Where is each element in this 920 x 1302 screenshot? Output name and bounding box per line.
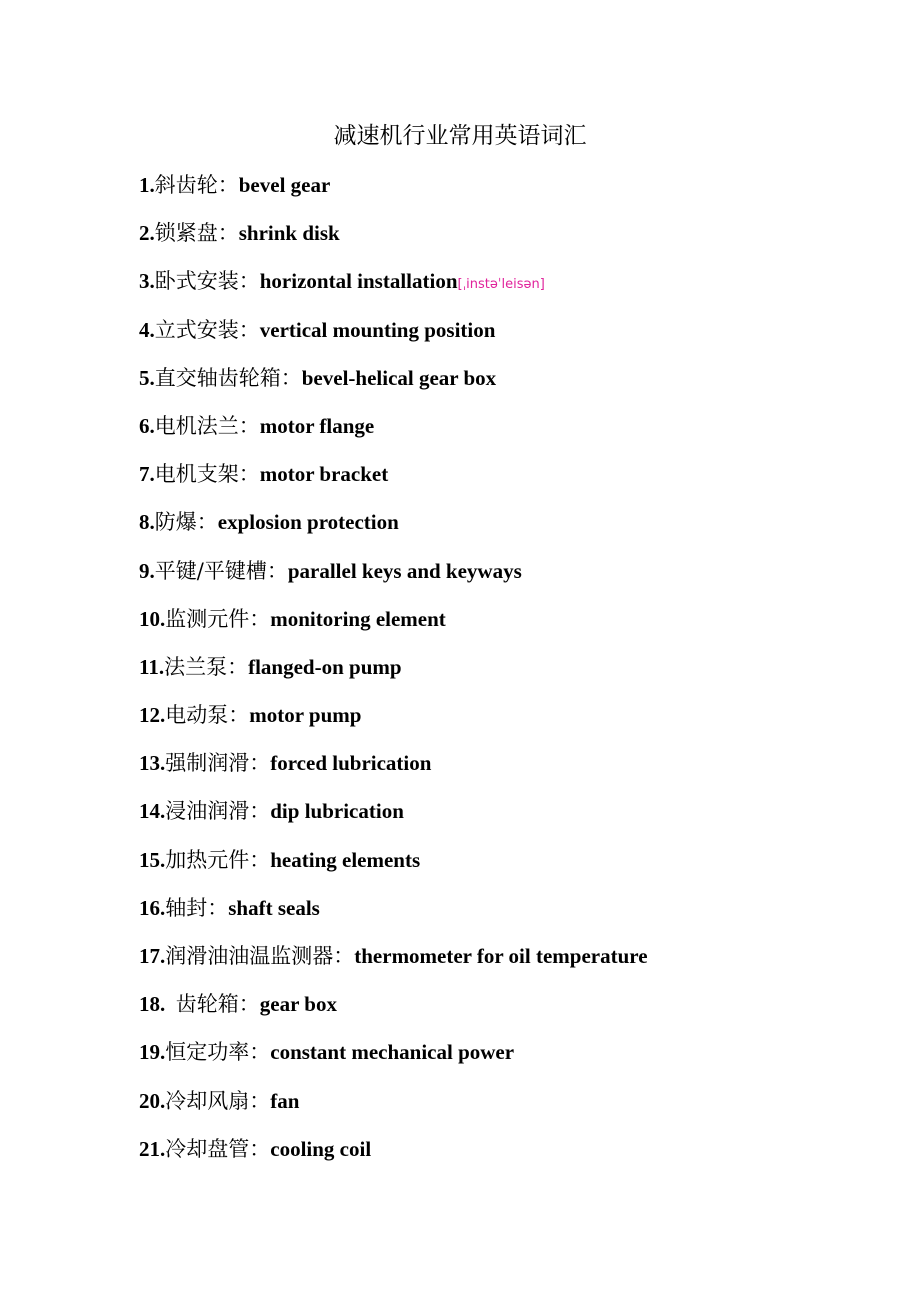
entry-separator: ： xyxy=(227,654,249,679)
entry-english-term: bevel-helical gear box xyxy=(301,365,497,390)
entry-number: 6. xyxy=(139,413,155,438)
entry-english-term: flanged-on pump xyxy=(248,654,402,679)
entry-number: 21. xyxy=(139,1136,166,1161)
entry-number: 13. xyxy=(139,751,166,776)
list-item xyxy=(139,359,899,407)
list-item xyxy=(139,696,899,744)
entry-chinese-term: 电动泵 xyxy=(165,703,229,728)
list-item xyxy=(139,1082,899,1130)
list-item xyxy=(139,889,899,937)
list-item xyxy=(139,792,899,840)
list-item xyxy=(139,841,899,889)
entry-separator: ： xyxy=(217,173,239,197)
entry-separator: ： xyxy=(249,1088,271,1113)
list-item xyxy=(139,552,899,600)
phonetic-transcription: [ˌinstəˈleisən] xyxy=(457,277,545,293)
entry-english-term: motor bracket xyxy=(259,462,389,487)
entry-english-term: explosion protection xyxy=(217,510,399,535)
entry-separator: ： xyxy=(249,606,271,631)
entry-chinese-term: 卧式安装 xyxy=(154,269,239,294)
list-item xyxy=(139,262,899,310)
entry-chinese-term: 电机支架 xyxy=(154,462,239,487)
list-item xyxy=(139,311,899,359)
entry-separator: ： xyxy=(249,1040,271,1065)
entry-chinese-term: 加热元件 xyxy=(165,847,250,872)
entry-chinese-term: 直交轴齿轮箱 xyxy=(154,365,281,390)
entry-number: 1. xyxy=(139,173,155,197)
list-item xyxy=(139,937,899,985)
entry-chinese-term: 恒定功率 xyxy=(165,1040,250,1065)
entry-english-term: heating elements xyxy=(270,847,421,872)
entry-number: 15. xyxy=(139,847,166,872)
entry-separator: ： xyxy=(228,703,250,728)
entry-number: 19. xyxy=(139,1040,166,1065)
entry-chinese-term: 斜齿轮 xyxy=(154,173,218,197)
entry-chinese-term: 轴封 xyxy=(165,895,208,920)
entry-english-term: shaft seals xyxy=(228,895,320,920)
entry-english-term: bevel gear xyxy=(238,173,331,197)
entry-chinese-term: 防爆 xyxy=(154,510,197,535)
entry-number: 18. xyxy=(139,992,176,1017)
list-item xyxy=(139,166,899,214)
document-title: 减速机行业常用英语词汇 xyxy=(333,123,587,149)
entry-number: 7. xyxy=(139,462,155,487)
entry-number: 3. xyxy=(139,269,155,294)
entry-number: 16. xyxy=(139,895,166,920)
entry-chinese-term: 电机法兰 xyxy=(154,413,239,438)
entry-chinese-term: 润滑油油温监测器 xyxy=(165,944,334,968)
entry-separator: ： xyxy=(207,895,229,920)
entry-separator: ： xyxy=(238,413,260,438)
entry-separator: ： xyxy=(217,221,239,246)
entry-separator: ： xyxy=(249,1136,271,1161)
entry-number: 4. xyxy=(139,317,155,342)
entry-separator: ： xyxy=(238,269,260,294)
entry-separator: ： xyxy=(238,317,260,342)
list-item xyxy=(139,407,899,455)
entry-number: 2. xyxy=(139,221,155,246)
entry-chinese-term: 立式安装 xyxy=(154,317,239,342)
entry-number: 8. xyxy=(139,510,155,535)
list-item xyxy=(139,985,899,1033)
entry-english-term: horizontal installation xyxy=(259,269,458,294)
entry-separator: ： xyxy=(238,992,260,1017)
entry-separator: ： xyxy=(196,510,218,535)
entry-english-term: cooling coil xyxy=(270,1136,372,1161)
list-item xyxy=(139,744,899,792)
entry-chinese-term: 平键/平键槽 xyxy=(154,558,267,583)
list-item xyxy=(139,1033,899,1081)
list-item xyxy=(139,648,899,696)
entry-separator: ： xyxy=(280,365,302,390)
entry-english-term: thermometer for oil temperature xyxy=(354,944,648,968)
entry-number: 17. xyxy=(139,944,166,968)
entry-number: 20. xyxy=(139,1088,166,1113)
entry-english-term: monitoring element xyxy=(270,606,446,631)
entry-separator: ： xyxy=(249,799,271,824)
entry-english-term: vertical mounting position xyxy=(259,317,496,342)
entry-chinese-term: 监测元件 xyxy=(165,606,250,631)
entry-separator: ： xyxy=(333,944,355,968)
entry-number: 9. xyxy=(139,558,155,583)
entry-english-term: dip lubrication xyxy=(270,799,404,824)
entry-english-term: shrink disk xyxy=(238,221,340,246)
entry-english-term: forced lubrication xyxy=(270,751,432,776)
entry-number: 11. xyxy=(139,654,165,679)
entry-number: 14. xyxy=(139,799,166,824)
entry-english-term: gear box xyxy=(259,992,337,1017)
entry-english-term: fan xyxy=(270,1088,300,1113)
entry-chinese-term: 强制润滑 xyxy=(165,751,250,776)
entry-chinese-term: 浸油润滑 xyxy=(165,799,250,824)
entry-number: 10. xyxy=(139,606,166,631)
entry-separator: ： xyxy=(249,847,271,872)
entry-english-term: parallel keys and keyways xyxy=(287,558,522,583)
list-item xyxy=(139,214,899,262)
entry-number: 12. xyxy=(139,703,166,728)
list-item xyxy=(139,600,899,648)
list-item xyxy=(139,455,899,503)
entry-chinese-term: 冷却盘管 xyxy=(165,1136,250,1161)
list-item xyxy=(139,503,899,551)
entry-chinese-term: 锁紧盘 xyxy=(154,221,218,246)
entry-separator: ： xyxy=(266,558,288,583)
entry-english-term: constant mechanical power xyxy=(270,1040,515,1065)
entry-english-term: motor flange xyxy=(259,413,375,438)
entry-chinese-term: 法兰泵 xyxy=(164,654,228,679)
entry-separator: ： xyxy=(238,462,260,487)
entry-chinese-term: 冷却风扇 xyxy=(165,1088,250,1113)
entry-number: 5. xyxy=(139,365,155,390)
entry-chinese-term: 齿轮箱 xyxy=(175,992,239,1017)
entry-english-term: motor pump xyxy=(249,703,362,728)
vocabulary-list xyxy=(139,166,899,1178)
entry-separator: ： xyxy=(249,751,271,776)
list-item xyxy=(139,1130,899,1178)
